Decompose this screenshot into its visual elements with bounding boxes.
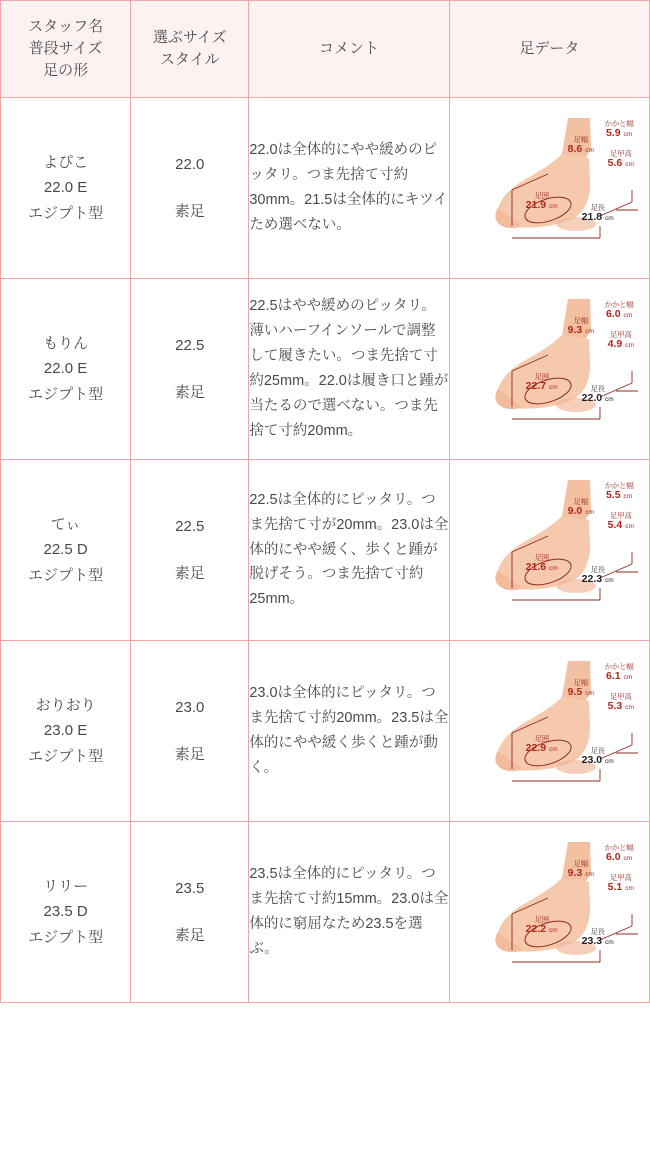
toe-width-label: 足幅 9.3 cm bbox=[567, 316, 594, 336]
foot-measurement-figure bbox=[450, 98, 650, 278]
staff-name: よぴこ bbox=[43, 153, 89, 171]
table-header bbox=[1, 1, 650, 98]
chosen-size-cell bbox=[131, 460, 249, 641]
instep-height-label: 足甲高 4.9 cm bbox=[607, 330, 634, 350]
chosen-size-value: 23.0 bbox=[175, 698, 205, 716]
foot-girth-label: 足囲 21.9 cm bbox=[525, 191, 558, 211]
foot-measurement-figure bbox=[450, 279, 650, 459]
column-header-comment-line1: コメント bbox=[319, 40, 380, 58]
foot-girth-label: 足囲 21.6 cm bbox=[525, 553, 558, 573]
staff-cell bbox=[1, 822, 131, 1003]
staff-foot-shape: エジプト型 bbox=[28, 928, 104, 946]
staff-foot-shape: エジプト型 bbox=[28, 747, 104, 765]
chosen-style-value: 素足 bbox=[174, 565, 205, 582]
table-row bbox=[1, 279, 650, 460]
heel-width-label: かかと幅 5.9 cm bbox=[604, 119, 634, 139]
foot-length-label: 足長 22.0 cm bbox=[581, 384, 614, 404]
foot-girth-label: 足囲 22.9 cm bbox=[525, 734, 558, 754]
chosen-size-value: 22.5 bbox=[175, 517, 205, 535]
staff-cell bbox=[1, 98, 131, 279]
toe-width-label: 足幅 9.5 cm bbox=[567, 678, 594, 698]
chosen-style-value: 素足 bbox=[174, 384, 205, 401]
chosen-size-value: 22.5 bbox=[175, 336, 205, 354]
chosen-style-value: 素足 bbox=[174, 927, 205, 944]
foot-measurement-figure bbox=[450, 822, 650, 1002]
column-header-staff-line3: 足の形 bbox=[43, 61, 89, 79]
staff-foot-shape: エジプト型 bbox=[28, 385, 104, 403]
table-row bbox=[1, 641, 650, 822]
toe-width-label: 足幅 8.6 cm bbox=[567, 135, 594, 155]
staff-name: てぃ bbox=[50, 515, 81, 533]
instep-height-label: 足甲高 5.1 cm bbox=[607, 873, 634, 893]
foot-length-label: 足長 23.0 cm bbox=[581, 746, 614, 766]
toe-width-label: 足幅 9.3 cm bbox=[567, 859, 594, 879]
table-body bbox=[1, 98, 650, 1003]
foot-data-cell bbox=[449, 641, 649, 822]
foot-data-cell bbox=[449, 279, 649, 460]
staff-name: リリー bbox=[43, 877, 89, 895]
heel-width-label: かかと幅 6.0 cm bbox=[604, 300, 634, 320]
instep-height-label: 足甲高 5.3 cm bbox=[607, 692, 634, 712]
heel-width-label: かかと幅 6.1 cm bbox=[604, 662, 634, 682]
comment-cell: 22.5は全体的にピッタリ。つま先捨て寸が20mm。23.0は全体的にやや緩く、歩くと踵が脱げそう。つま先捨て寸約25mm。 bbox=[249, 460, 449, 641]
staff-cell bbox=[1, 641, 131, 822]
staff-usual-size: 23.0 E bbox=[43, 722, 88, 740]
foot-length-label: 足長 21.8 cm bbox=[581, 203, 614, 223]
comment-cell: 22.0は全体的にやや緩めのピッタリ。つま先捨て寸約30mm。21.5は全体的にキツイため選べない。 bbox=[249, 98, 449, 279]
chosen-size-value: 23.5 bbox=[175, 879, 205, 897]
column-header-size-line1: 選ぶサイズ bbox=[152, 29, 227, 47]
comment-cell: 23.5は全体的にピッタリ。つま先捨て寸約15mm。23.0は全体的に窮屈なため23.5を選ぶ。 bbox=[249, 822, 449, 1003]
instep-height-label: 足甲高 5.4 cm bbox=[607, 511, 634, 531]
chosen-size-value: 22.0 bbox=[175, 155, 205, 173]
foot-girth-label: 足囲 22.2 cm bbox=[525, 915, 558, 935]
staff-cell bbox=[1, 460, 131, 641]
heel-width-label: かかと幅 6.0 cm bbox=[604, 843, 634, 863]
toe-width-label: 足幅 9.0 cm bbox=[567, 497, 594, 517]
table-row bbox=[1, 460, 650, 641]
column-header-size bbox=[131, 1, 249, 98]
column-header-comment bbox=[249, 1, 449, 98]
foot-data-cell bbox=[449, 460, 649, 641]
staff-usual-size: 22.0 E bbox=[43, 179, 88, 197]
column-header-staff bbox=[1, 1, 131, 98]
comment-cell: 22.5はやや緩めのピッタリ。薄いハーフインソールで調整して履きたい。つま先捨て寸約25mm。22.0は履き口と踵が当たるので選べない。つま先捨て寸約20mm。 bbox=[249, 279, 449, 460]
foot-data-cell bbox=[449, 822, 649, 1003]
comment-cell: 23.0は全体的にピッタリ。つま先捨て寸約20mm。23.5は全体的にやや緩く歩くと踵が動く。 bbox=[249, 641, 449, 822]
staff-name: もりん bbox=[43, 334, 89, 352]
column-header-foot-data-line1: 足データ bbox=[519, 40, 580, 58]
foot-measurement-figure bbox=[450, 460, 650, 640]
foot-girth-label: 足囲 22.7 cm bbox=[525, 372, 558, 392]
staff-cell bbox=[1, 279, 131, 460]
table-row bbox=[1, 98, 650, 279]
foot-length-label: 足長 22.3 cm bbox=[581, 565, 614, 585]
chosen-style-value: 素足 bbox=[174, 746, 205, 763]
column-header-foot-data bbox=[449, 1, 649, 98]
column-header-staff-line1: スタッフ名 bbox=[28, 18, 104, 36]
heel-width-label: かかと幅 5.5 cm bbox=[604, 481, 634, 501]
chosen-size-cell bbox=[131, 641, 249, 822]
foot-data-cell bbox=[449, 98, 649, 279]
chosen-size-cell bbox=[131, 98, 249, 279]
instep-height-label: 足甲高 5.6 cm bbox=[607, 149, 634, 169]
column-header-staff-line2: 普段サイズ bbox=[28, 40, 103, 58]
column-header-size-line2: スタイル bbox=[159, 51, 220, 68]
chosen-size-cell bbox=[131, 822, 249, 1003]
table-row bbox=[1, 822, 650, 1003]
foot-measurement-figure bbox=[450, 641, 650, 821]
staff-usual-size: 22.5 D bbox=[43, 541, 88, 559]
foot-length-label: 足長 23.3 cm bbox=[581, 927, 614, 947]
table-header-row bbox=[1, 1, 650, 98]
staff-usual-size: 22.0 E bbox=[43, 360, 88, 378]
chosen-style-value: 素足 bbox=[174, 203, 205, 220]
staff-usual-size: 23.5 D bbox=[43, 903, 88, 921]
staff-name: おりおり bbox=[35, 696, 96, 714]
staff-foot-shape: エジプト型 bbox=[28, 204, 104, 222]
chosen-size-cell bbox=[131, 279, 249, 460]
staff-foot-shape: エジプト型 bbox=[28, 566, 104, 584]
